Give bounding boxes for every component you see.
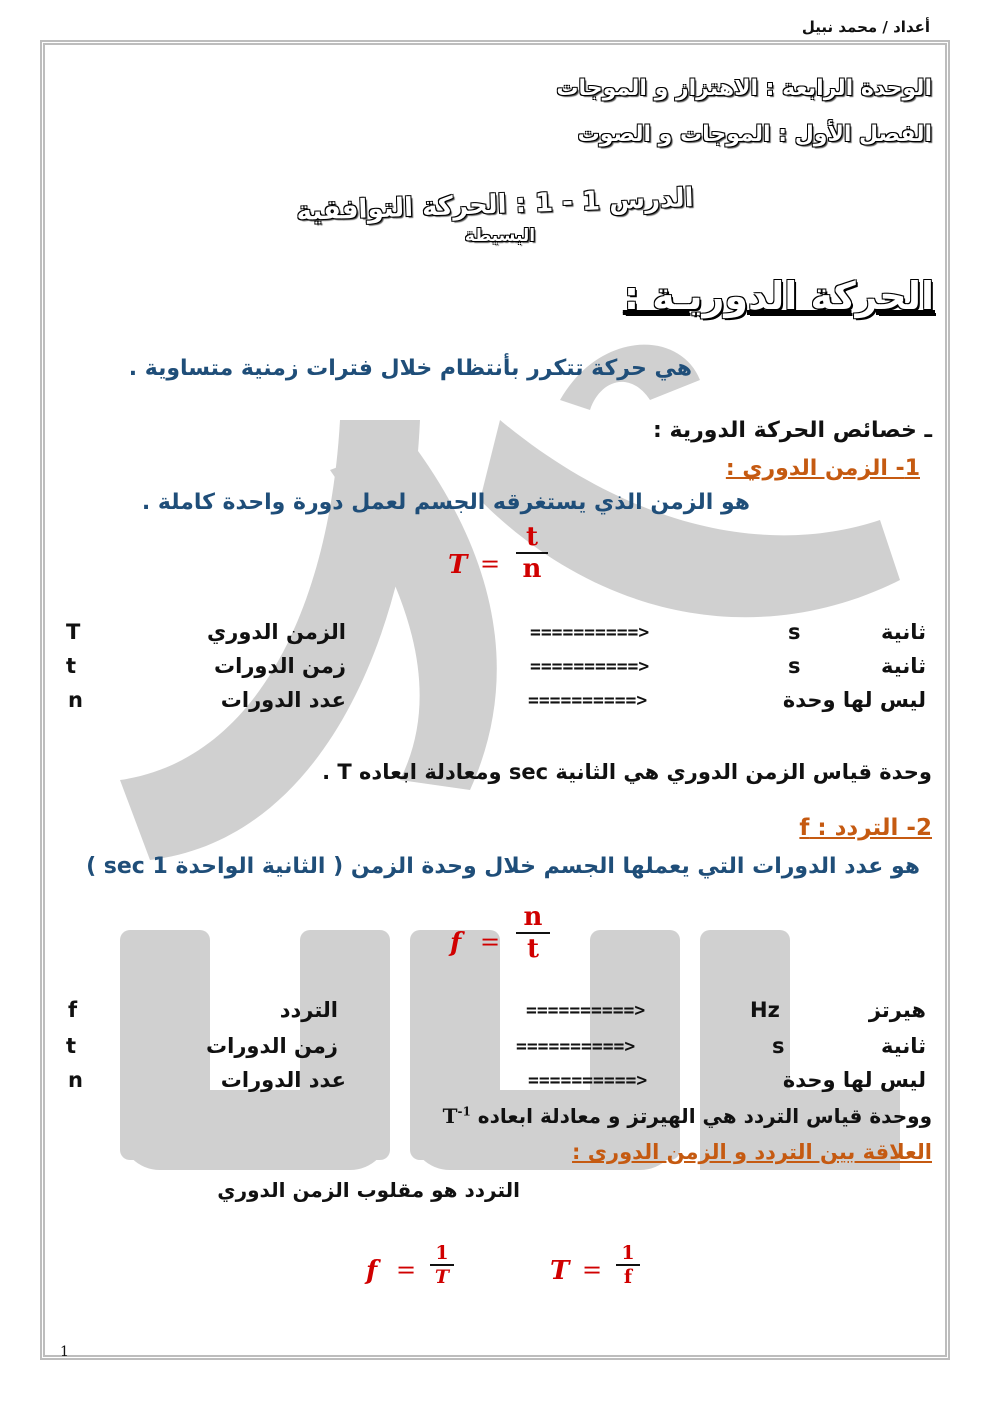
- period-row-unit: s: [788, 620, 801, 644]
- relation-formula-f-den: T: [434, 1266, 450, 1288]
- frequency-row-arrow: ==========>: [526, 1000, 646, 1021]
- period-row-unit-name: ثانية: [881, 620, 926, 644]
- period-row-name: الزمن الدوري: [207, 620, 346, 644]
- properties-heading: ـ خصائص الحركة الدورية :: [653, 418, 932, 443]
- period-row-name: زمن الدورات: [214, 654, 346, 678]
- lesson-title-line2: البسيطة: [464, 226, 536, 246]
- frequency-row-symbol: t: [66, 1034, 77, 1058]
- frequency-row-unit: s: [772, 1034, 785, 1058]
- relation-formula-T-eq: =: [582, 1256, 603, 1284]
- frequency-unit-dim-exp: -1: [457, 1104, 471, 1119]
- period-formula-num: t: [525, 522, 538, 552]
- period-unit-statement: وحدة قياس الزمن الدوري هي الثانية sec ومعادلة ابعاده T .: [322, 760, 932, 784]
- periodic-definition: هي حركة تتكرر بأنتظام خلال فترات زمنية متساوية .: [128, 356, 692, 381]
- frequency-row-symbol: n: [68, 1068, 83, 1092]
- frequency-row-unit: Hz: [750, 998, 780, 1022]
- page-number: 1: [60, 1344, 69, 1360]
- header-author: أعداد / محمد نبيل: [801, 18, 930, 36]
- relation-formula-f-fraction: [430, 1242, 454, 1288]
- lesson-title: الدرس 1 - 1 : الحركة التوافقية: [295, 183, 695, 227]
- chapter-title: الفصل الأول : الموجات و الصوت: [577, 122, 932, 147]
- frequency-formula-eq: =: [480, 928, 501, 956]
- frequency-unit-statement-text: ووحدة قياس التردد هي الهيرتز و معادلة ابعاده: [477, 1104, 932, 1128]
- relation-formula-T-fraction: [616, 1242, 640, 1288]
- frequency-formula-lhs: f: [450, 928, 462, 958]
- period-row-symbol: n: [68, 688, 83, 712]
- period-formula-den: n: [522, 554, 542, 584]
- frequency-row-symbol: f: [68, 998, 78, 1022]
- frequency-definition: هو عدد الدورات التي يعملها الجسم خلال وحدة الزمن ( الثانية الواحدة 1 sec ): [86, 854, 920, 879]
- relation-statement: التردد هو مقلوب الزمن الدوري: [217, 1178, 520, 1202]
- frequency-unit-dimension: [443, 1104, 471, 1128]
- frequency-row-name: عدد الدورات: [220, 1068, 346, 1092]
- period-row-name: عدد الدورات: [220, 688, 346, 712]
- period-formula-lhs: T: [448, 550, 468, 580]
- period-row-symbol: t: [66, 654, 77, 678]
- period-row-arrow: ==========>: [530, 656, 650, 677]
- frequency-formula-fraction: [516, 902, 550, 964]
- relation-formula-T-den: f: [623, 1266, 633, 1288]
- relation-formula-T-lhs: T: [550, 1256, 570, 1286]
- frequency-row-name: التردد: [279, 998, 338, 1022]
- relation-formula-f-eq: =: [396, 1256, 417, 1284]
- period-heading: 1- الزمن الدوري :: [725, 456, 920, 481]
- period-formula-eq: =: [480, 550, 501, 578]
- frequency-unit-dim-base: T: [442, 1104, 458, 1128]
- relation-formula-f-num: 1: [435, 1242, 449, 1264]
- period-row-arrow: ==========>: [528, 690, 648, 711]
- period-row-symbol: T: [66, 620, 81, 644]
- period-row-unit-name: ليس لها وحدة: [782, 688, 926, 712]
- frequency-row-arrow: ==========>: [516, 1036, 636, 1057]
- frequency-formula-den: t: [526, 934, 539, 964]
- period-row-unit-name: ثانية: [881, 654, 926, 678]
- period-definition: هو الزمن الذي يستغرقه الجسم لعمل دورة واحدة كاملة .: [141, 490, 750, 515]
- frequency-heading: 2- التردد : f: [799, 815, 932, 841]
- frequency-row-unit-name: ليس لها وحدة: [782, 1068, 926, 1092]
- relation-heading: العلاقة بين التردد و الزمن الدورى :: [572, 1140, 932, 1164]
- section-title: الحركة الدوريـة :: [623, 274, 934, 318]
- frequency-row-name: زمن الدورات: [206, 1034, 338, 1058]
- frequency-unit-statement: [443, 1104, 932, 1128]
- frequency-row-unit-name: هيرتز: [868, 998, 926, 1022]
- period-row-unit: s: [788, 654, 801, 678]
- period-formula-fraction: [516, 522, 548, 584]
- frequency-formula-num: n: [523, 902, 543, 932]
- unit-title: الوحدة الرابعة : الاهتزاز و الموجات: [556, 76, 932, 101]
- period-row-arrow: ==========>: [530, 622, 650, 643]
- frequency-row-unit-name: ثانية: [881, 1034, 926, 1058]
- relation-formula-T-num: 1: [621, 1242, 635, 1264]
- frequency-row-arrow: ==========>: [528, 1070, 648, 1091]
- relation-formula-f-lhs: f: [366, 1256, 378, 1286]
